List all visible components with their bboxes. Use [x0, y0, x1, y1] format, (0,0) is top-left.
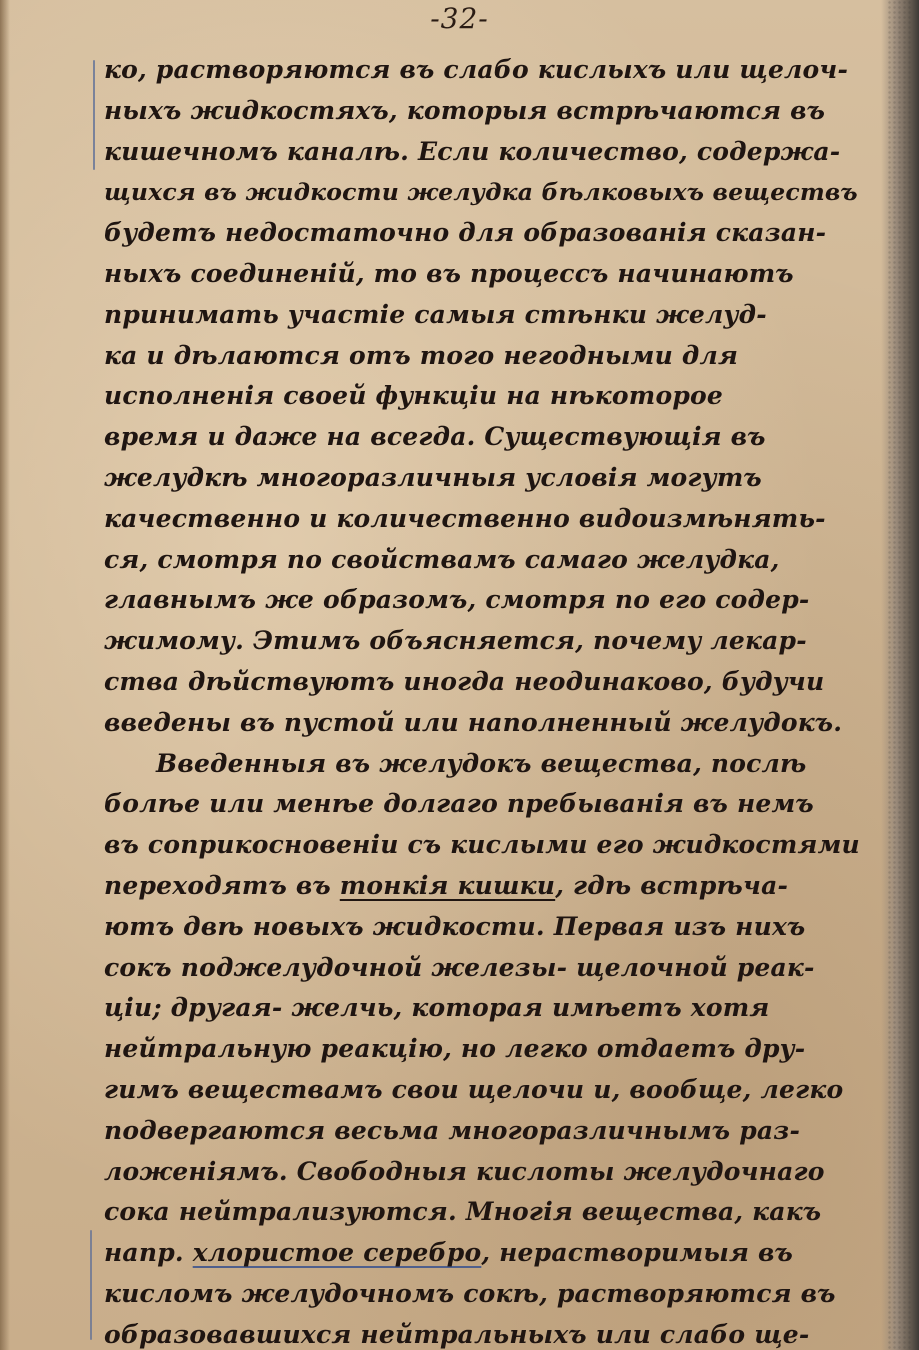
text-line-with-underline	[104, 866, 864, 907]
text-line: ютъ двѣ новыхъ жидкости. Первая изъ нихъ	[104, 911, 806, 941]
page-number: -32-	[430, 2, 489, 35]
line-text: переходятъ въ	[104, 870, 340, 900]
text-line-with-underline	[104, 1233, 864, 1274]
line-text: , нерастворимыя въ	[481, 1238, 793, 1268]
text-line: гимъ веществамъ свои щелочи и, вообще, легко	[104, 1074, 844, 1104]
page-left-edge-shadow	[0, 0, 10, 1350]
text-line: ціи; другая- желчь, которая имѣетъ хотя	[104, 993, 770, 1023]
text-line: исполненія своей функціи на нѣкоторое	[104, 381, 723, 411]
text-line: ства дѣйствуютъ иногда неодинаково, будучи	[104, 666, 825, 696]
line-text: напр.	[104, 1238, 193, 1268]
text-line: болѣе или менѣе долгаго пребыванія въ немъ	[104, 789, 814, 819]
text-line: ся, смотря по свойствамъ самаго желудка,	[104, 544, 780, 574]
margin-pencil-mark-top	[93, 60, 95, 170]
text-line: сока нейтрализуются. Многія вещества, какъ	[104, 1197, 822, 1227]
text-line: желудкѣ многоразличныя условія могутъ	[104, 462, 762, 492]
text-line: въ соприкосновеніи съ кислыми его жидкостями	[104, 830, 860, 860]
text-line: качественно и количественно видоизмѣнять-	[104, 503, 826, 533]
text-line: будетъ недостаточно для образованія сказан-	[104, 218, 827, 248]
underlined-term-silver-chloride: хлористое серебро	[192, 1238, 482, 1268]
text-line: ныхъ соединеній, то въ процессъ начинаютъ	[104, 258, 794, 288]
text-line: ложеніямъ. Свободныя кислоты желудочнаго	[104, 1156, 825, 1186]
text-line: введены въ пустой или наполненный желудокъ.	[104, 707, 843, 737]
text-line: жимому. Этимъ объясняется, почему лекар-	[104, 626, 807, 656]
text-line: кисломъ желудочномъ сокѣ, растворяются въ	[104, 1278, 836, 1308]
margin-pencil-mark-bottom	[90, 1230, 92, 1340]
text-line: сокъ поджелудочной железы- щелочной реак-	[104, 952, 815, 982]
page-right-edge-texture	[887, 0, 913, 1350]
paragraph-start-line: Введенныя въ желудокъ вещества, послѣ	[156, 748, 807, 778]
underlined-term-small-intestine: тонкія кишки	[339, 870, 556, 900]
text-line: принимать участіе самыя стѣнки желуд-	[104, 299, 767, 329]
text-line: ко, растворяются въ слабо кислыхъ или щелоч-	[104, 55, 849, 84]
text-line: образовавшихся нейтральныхъ или слабо ще-	[104, 1319, 810, 1349]
text-line: кишечномъ каналѣ. Если количество, содержа-	[104, 136, 841, 166]
text-line: главнымъ же образомъ, смотря по его содер-	[104, 585, 810, 615]
handwritten-text-body	[104, 50, 864, 1350]
text-line: нейтральную реакцію, но легко отдаетъ дру-	[104, 1034, 806, 1064]
text-line: ка и дѣлаются отъ того негодными для	[104, 340, 739, 370]
text-line: щихся въ жидкости желудка бѣлковыхъ веществъ	[104, 178, 858, 207]
text-line: подвергаются весьма многоразличнымъ раз-	[104, 1115, 801, 1145]
text-line: время и даже на всегда. Существующія въ	[104, 422, 766, 452]
text-line: ныхъ жидкостяхъ, которыя встрѣчаются въ	[104, 95, 826, 125]
line-text: , гдѣ встрѣча-	[555, 870, 789, 900]
